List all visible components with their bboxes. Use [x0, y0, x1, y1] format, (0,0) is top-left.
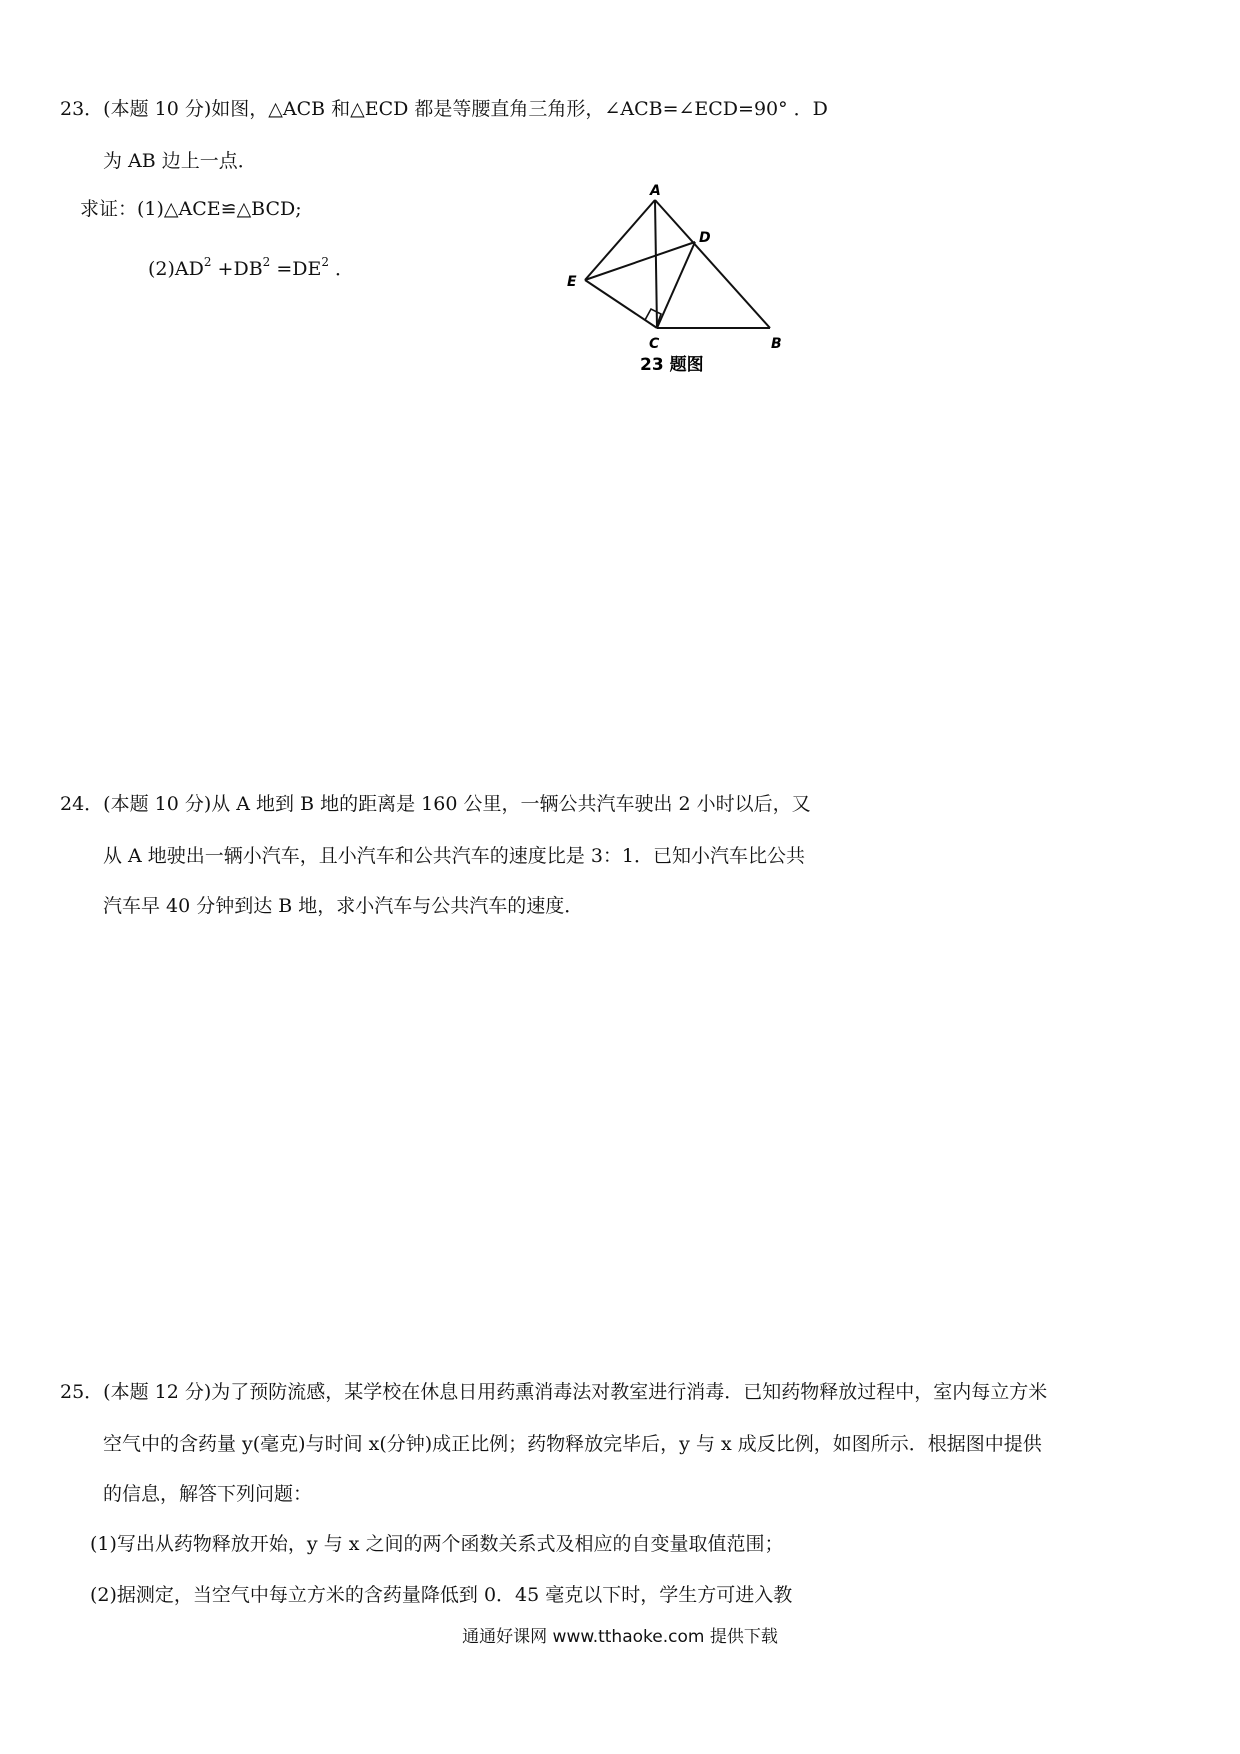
q23-sup-1: 2	[203, 255, 212, 269]
q24-line-3: 汽车早 40 分钟到达 B 地，求小汽车与公共汽车的速度．	[103, 895, 584, 917]
q23-part2-ad: (2)AD	[148, 258, 204, 280]
q24-line-2: 从 A 地驶出一辆小汽车，且小汽车和公共汽车的速度比是 3：1．已知小汽车比公共	[103, 845, 806, 867]
q23-part2-db: +DB	[211, 258, 263, 280]
q24-line-1: 24．(本题 10 分)从 A 地到 B 地的距离是 160 公里，一辆公共汽车驶出 2 小时以后，又	[60, 793, 811, 815]
segment-ab	[655, 200, 770, 328]
label-d: D	[699, 230, 711, 246]
q23-line-2: 为 AB 边上一点．	[103, 150, 257, 172]
q23-sup-2: 2	[262, 255, 271, 269]
page-footer: 通通好课网 www.tthaoke.com 提供下载	[462, 1627, 778, 1647]
label-c: C	[649, 336, 660, 352]
q23-proof-part-1: 求证：(1)△ACE≌△BCD;	[80, 198, 302, 220]
figure-caption: 23 题图	[640, 355, 704, 375]
segment-ec	[585, 280, 657, 328]
label-a: A	[650, 183, 661, 199]
q23-part2-de: =DE	[270, 258, 322, 280]
q25-line-3: 的信息，解答下列问题：	[103, 1483, 313, 1505]
label-e: E	[567, 274, 577, 290]
q23-part2-end: ．	[329, 258, 355, 280]
segment-cd	[657, 242, 695, 328]
q23-line-1: 23．(本题 10 分)如图，△ACB 和△ECD 都是等腰直角三角形，∠ACB=∠ECD=90° ．D	[60, 98, 828, 120]
q25-line-4: (1)写出从药物释放开始，y 与 x 之间的两个函数关系式及相应的自变量取值范围；	[90, 1533, 784, 1555]
q25-line-2: 空气中的含药量 y(毫克)与时间 x(分钟)成正比例；药物释放完毕后，y 与 x 成反比例，如图所示．根据图中提供	[103, 1433, 1042, 1455]
label-b: B	[771, 336, 782, 352]
segment-ac	[655, 200, 657, 328]
q25-line-1: 25．(本题 12 分)为了预防流感，某学校在休息日用药熏消毒法对教室进行消毒．已知药物释放过程中，室内每立方米	[60, 1381, 1048, 1403]
triangle-diagram	[565, 180, 795, 375]
q23-sup-3: 2	[321, 255, 330, 269]
q23-figure	[565, 180, 795, 375]
q25-line-5: (2)据测定，当空气中每立方米的含药量降低到 0．45 毫克以下时，学生方可进入教	[90, 1584, 793, 1606]
q23-proof-part-2	[148, 255, 355, 280]
